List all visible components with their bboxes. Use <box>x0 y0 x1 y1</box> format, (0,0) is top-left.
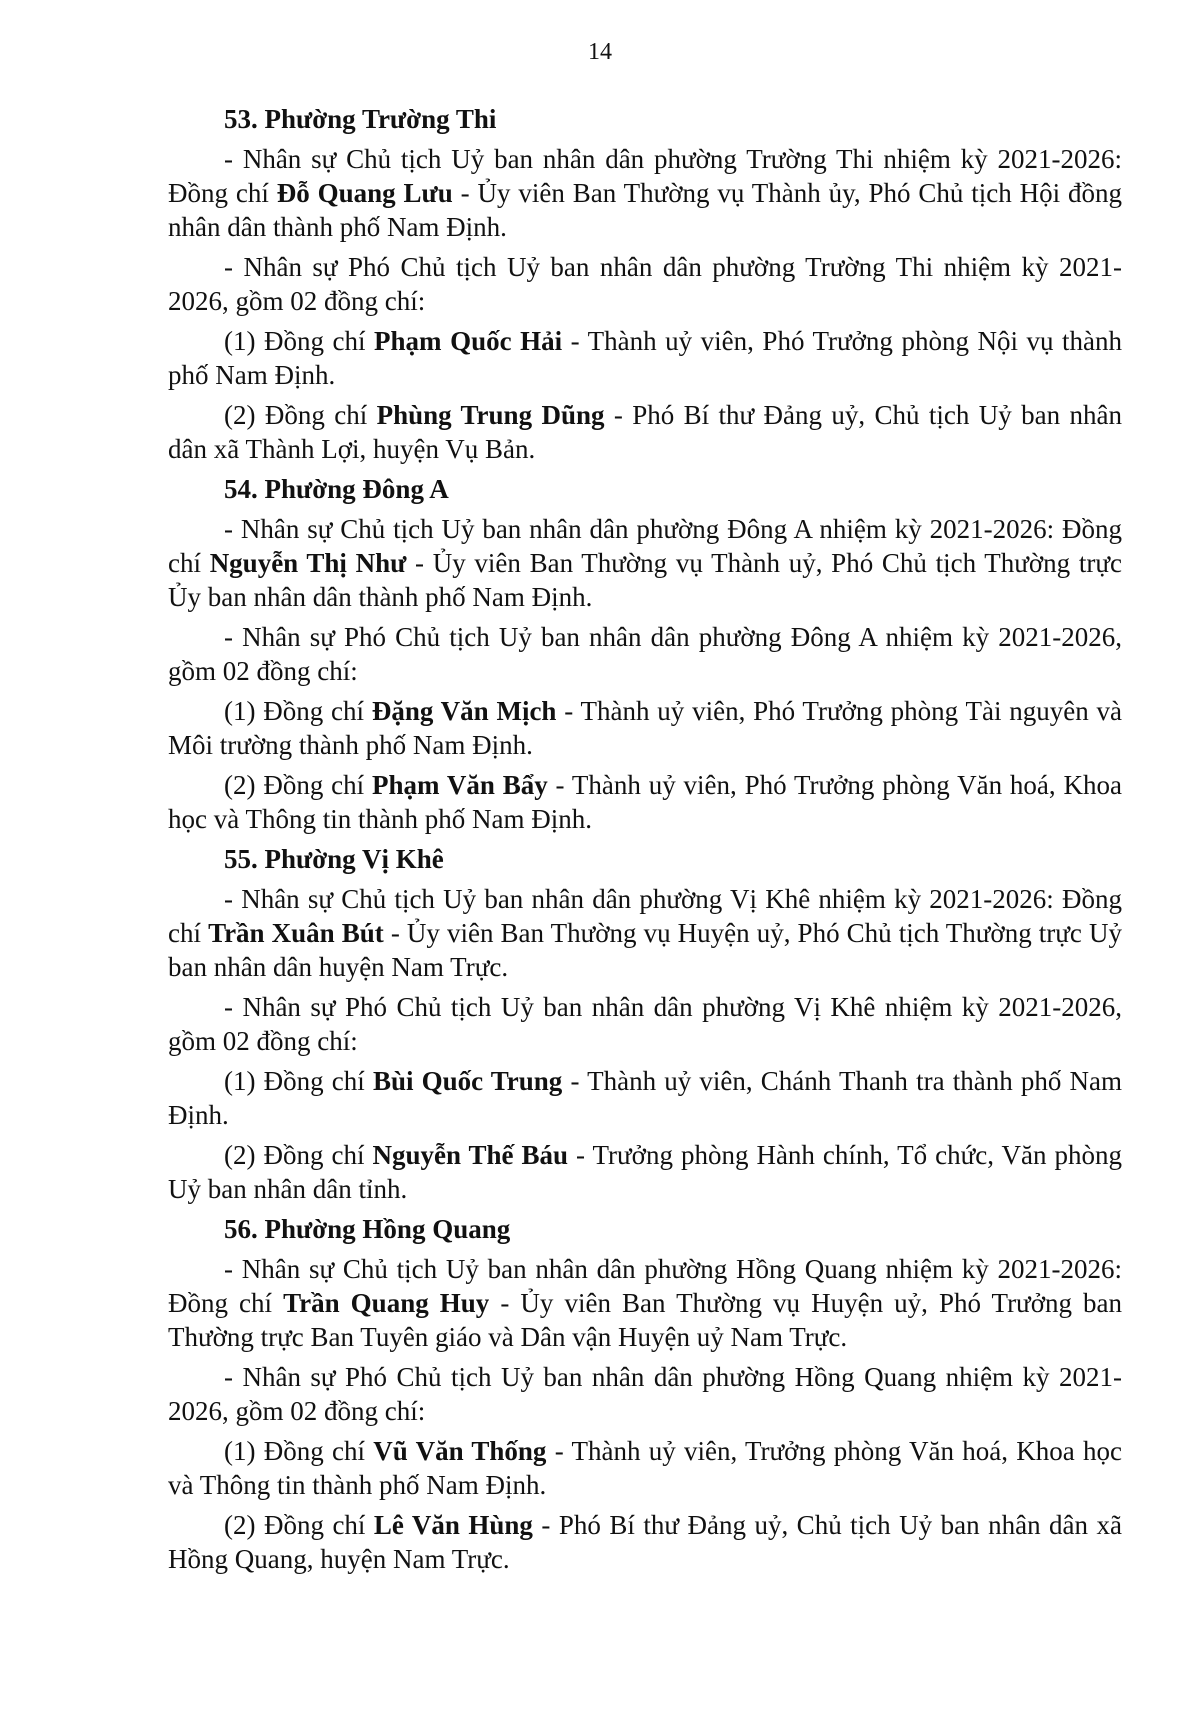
deputy-text-pre: (2) Đồng chí <box>224 400 377 430</box>
section-dong-a <box>168 472 1122 836</box>
section-heading: 53. Phường Trường Thi <box>224 104 497 134</box>
deputy-paragraph <box>168 1138 1122 1206</box>
section-vi-khe <box>168 842 1122 1206</box>
deputy-paragraph <box>168 398 1122 466</box>
section-truong-thi <box>168 102 1122 466</box>
person-name: Trần Quang Huy <box>283 1288 490 1318</box>
chair-paragraph <box>168 1252 1122 1354</box>
deputy-text-post: - Thành uỷ viên, Phó Trưởng phòng Tài nguyên và Môi trường thành phố Nam Định. <box>168 696 1122 760</box>
document-body <box>168 102 1122 1582</box>
deputy-text-pre: (1) Đồng chí <box>224 696 372 726</box>
deputy-intro-paragraph: - Nhân sự Phó Chủ tịch Uỷ ban nhân dân phường Trường Thi nhiệm kỳ 2021-2026, gồm 02 đồng chí: <box>168 252 1122 316</box>
deputy-text-post: - Trưởng phòng Hành chính, Tổ chức, Văn phòng Uỷ ban nhân dân tỉnh. <box>168 1140 1122 1204</box>
deputy-text-post: - Phó Bí thư Đảng uỷ, Chủ tịch Uỷ ban nhân dân xã Thành Lợi, huyện Vụ Bản. <box>168 400 1122 464</box>
person-name: Phạm Văn Bẩy <box>371 770 548 800</box>
deputy-text-post: - Thành uỷ viên, Phó Trưởng phòng Nội vụ thành phố Nam Định. <box>168 326 1123 390</box>
deputy-text-post: - Thành uỷ viên, Chánh Thanh tra thành phố Nam Định. <box>168 1066 1122 1130</box>
person-name: Lê Văn Hùng <box>373 1510 533 1540</box>
chair-text-post: - Ủy viên Ban Thường vụ Thành ủy, Phó Chủ tịch Hội đồng nhân dân thành phố Nam Định. <box>168 178 1122 242</box>
deputy-intro-paragraph: - Nhân sự Phó Chủ tịch Uỷ ban nhân dân phường Đông A nhiệm kỳ 2021-2026, gồm 02 đồng chí: <box>168 622 1122 686</box>
chair-paragraph <box>168 142 1122 244</box>
chair-text-pre: - Nhân sự Chủ tịch Uỷ ban nhân dân phường Trường Thi nhiệm kỳ 2021-2026: Đồng chí <box>168 144 1122 208</box>
section-heading: 55. Phường Vị Khê <box>224 844 444 874</box>
deputy-text-pre: (2) Đồng chí <box>224 1510 374 1540</box>
deputy-paragraph <box>168 768 1122 836</box>
chair-paragraph <box>168 512 1122 614</box>
deputy-paragraph <box>168 1064 1122 1132</box>
deputy-paragraph <box>168 1508 1122 1576</box>
person-name: Đỗ Quang Lưu <box>276 178 453 208</box>
page-number: 14 <box>588 39 612 65</box>
deputy-text-post: - Thành uỷ viên, Phó Trưởng phòng Văn hoá, Khoa học và Thông tin thành phố Nam Định. <box>168 770 1122 834</box>
chair-text-pre: - Nhân sự Chủ tịch Uỷ ban nhân dân phường Đông A nhiệm kỳ 2021-2026: Đồng chí <box>168 514 1122 578</box>
person-name: Nguyễn Thế Báu <box>372 1140 569 1170</box>
section-heading: 54. Phường Đông A <box>224 474 449 504</box>
deputy-text-post: - Thành uỷ viên, Trưởng phòng Văn hoá, Khoa học và Thông tin thành phố Nam Định. <box>168 1436 1122 1500</box>
deputy-text-pre: (1) Đồng chí <box>224 1066 373 1096</box>
chair-text-post: - Ủy viên Ban Thường vụ Huyện uỷ, Phó Trưởng ban Thường trực Ban Tuyên giáo và Dân vận Huyện uỷ Nam Trực. <box>168 1288 1123 1352</box>
deputy-paragraph <box>168 1434 1122 1502</box>
chair-paragraph <box>168 882 1122 984</box>
chair-text-post: - Ủy viên Ban Thường vụ Thành uỷ, Phó Chủ tịch Thường trực Ủy ban nhân dân thành phố Nam Định. <box>168 548 1122 612</box>
person-name: Phạm Quốc Hải <box>374 326 563 356</box>
chair-text-pre: - Nhân sự Chủ tịch Uỷ ban nhân dân phường Vị Khê nhiệm kỳ 2021-2026: Đồng chí <box>168 884 1122 948</box>
deputy-text-pre: (1) Đồng chí <box>224 1436 374 1466</box>
deputy-text-pre: (2) Đồng chí <box>224 770 372 800</box>
person-name: Vũ Văn Thống <box>373 1436 547 1466</box>
chair-text-pre: - Nhân sự Chủ tịch Uỷ ban nhân dân phường Hồng Quang nhiệm kỳ 2021-2026: Đồng chí <box>168 1254 1122 1318</box>
deputy-text-pre: (2) Đồng chí <box>224 1140 373 1170</box>
person-name: Trần Xuân Bút <box>208 918 384 948</box>
chair-text-post: - Ủy viên Ban Thường vụ Huyện uỷ, Phó Chủ tịch Thường trực Uỷ ban nhân dân huyện Nam Trực. <box>168 918 1122 982</box>
person-name: Phùng Trung Dũng <box>376 400 605 430</box>
section-hong-quang <box>168 1212 1122 1576</box>
deputy-intro-paragraph: - Nhân sự Phó Chủ tịch Uỷ ban nhân dân phường Vị Khê nhiệm kỳ 2021-2026, gồm 02 đồng chí: <box>168 992 1122 1056</box>
person-name: Bùi Quốc Trung <box>372 1066 563 1096</box>
person-name: Nguyễn Thị Như <box>209 548 407 578</box>
section-heading: 56. Phường Hồng Quang <box>224 1214 511 1244</box>
deputy-intro-paragraph: - Nhân sự Phó Chủ tịch Uỷ ban nhân dân phường Hồng Quang nhiệm kỳ 2021-2026, gồm 02 đồng chí: <box>168 1362 1122 1426</box>
deputy-paragraph <box>168 694 1122 762</box>
person-name: Đặng Văn Mịch <box>371 696 557 726</box>
deputy-text-post: - Phó Bí thư Đảng uỷ, Chủ tịch Uỷ ban nhân dân xã Hồng Quang, huyện Nam Trực. <box>168 1510 1122 1574</box>
deputy-paragraph <box>168 324 1122 392</box>
deputy-text-pre: (1) Đồng chí <box>224 326 375 356</box>
